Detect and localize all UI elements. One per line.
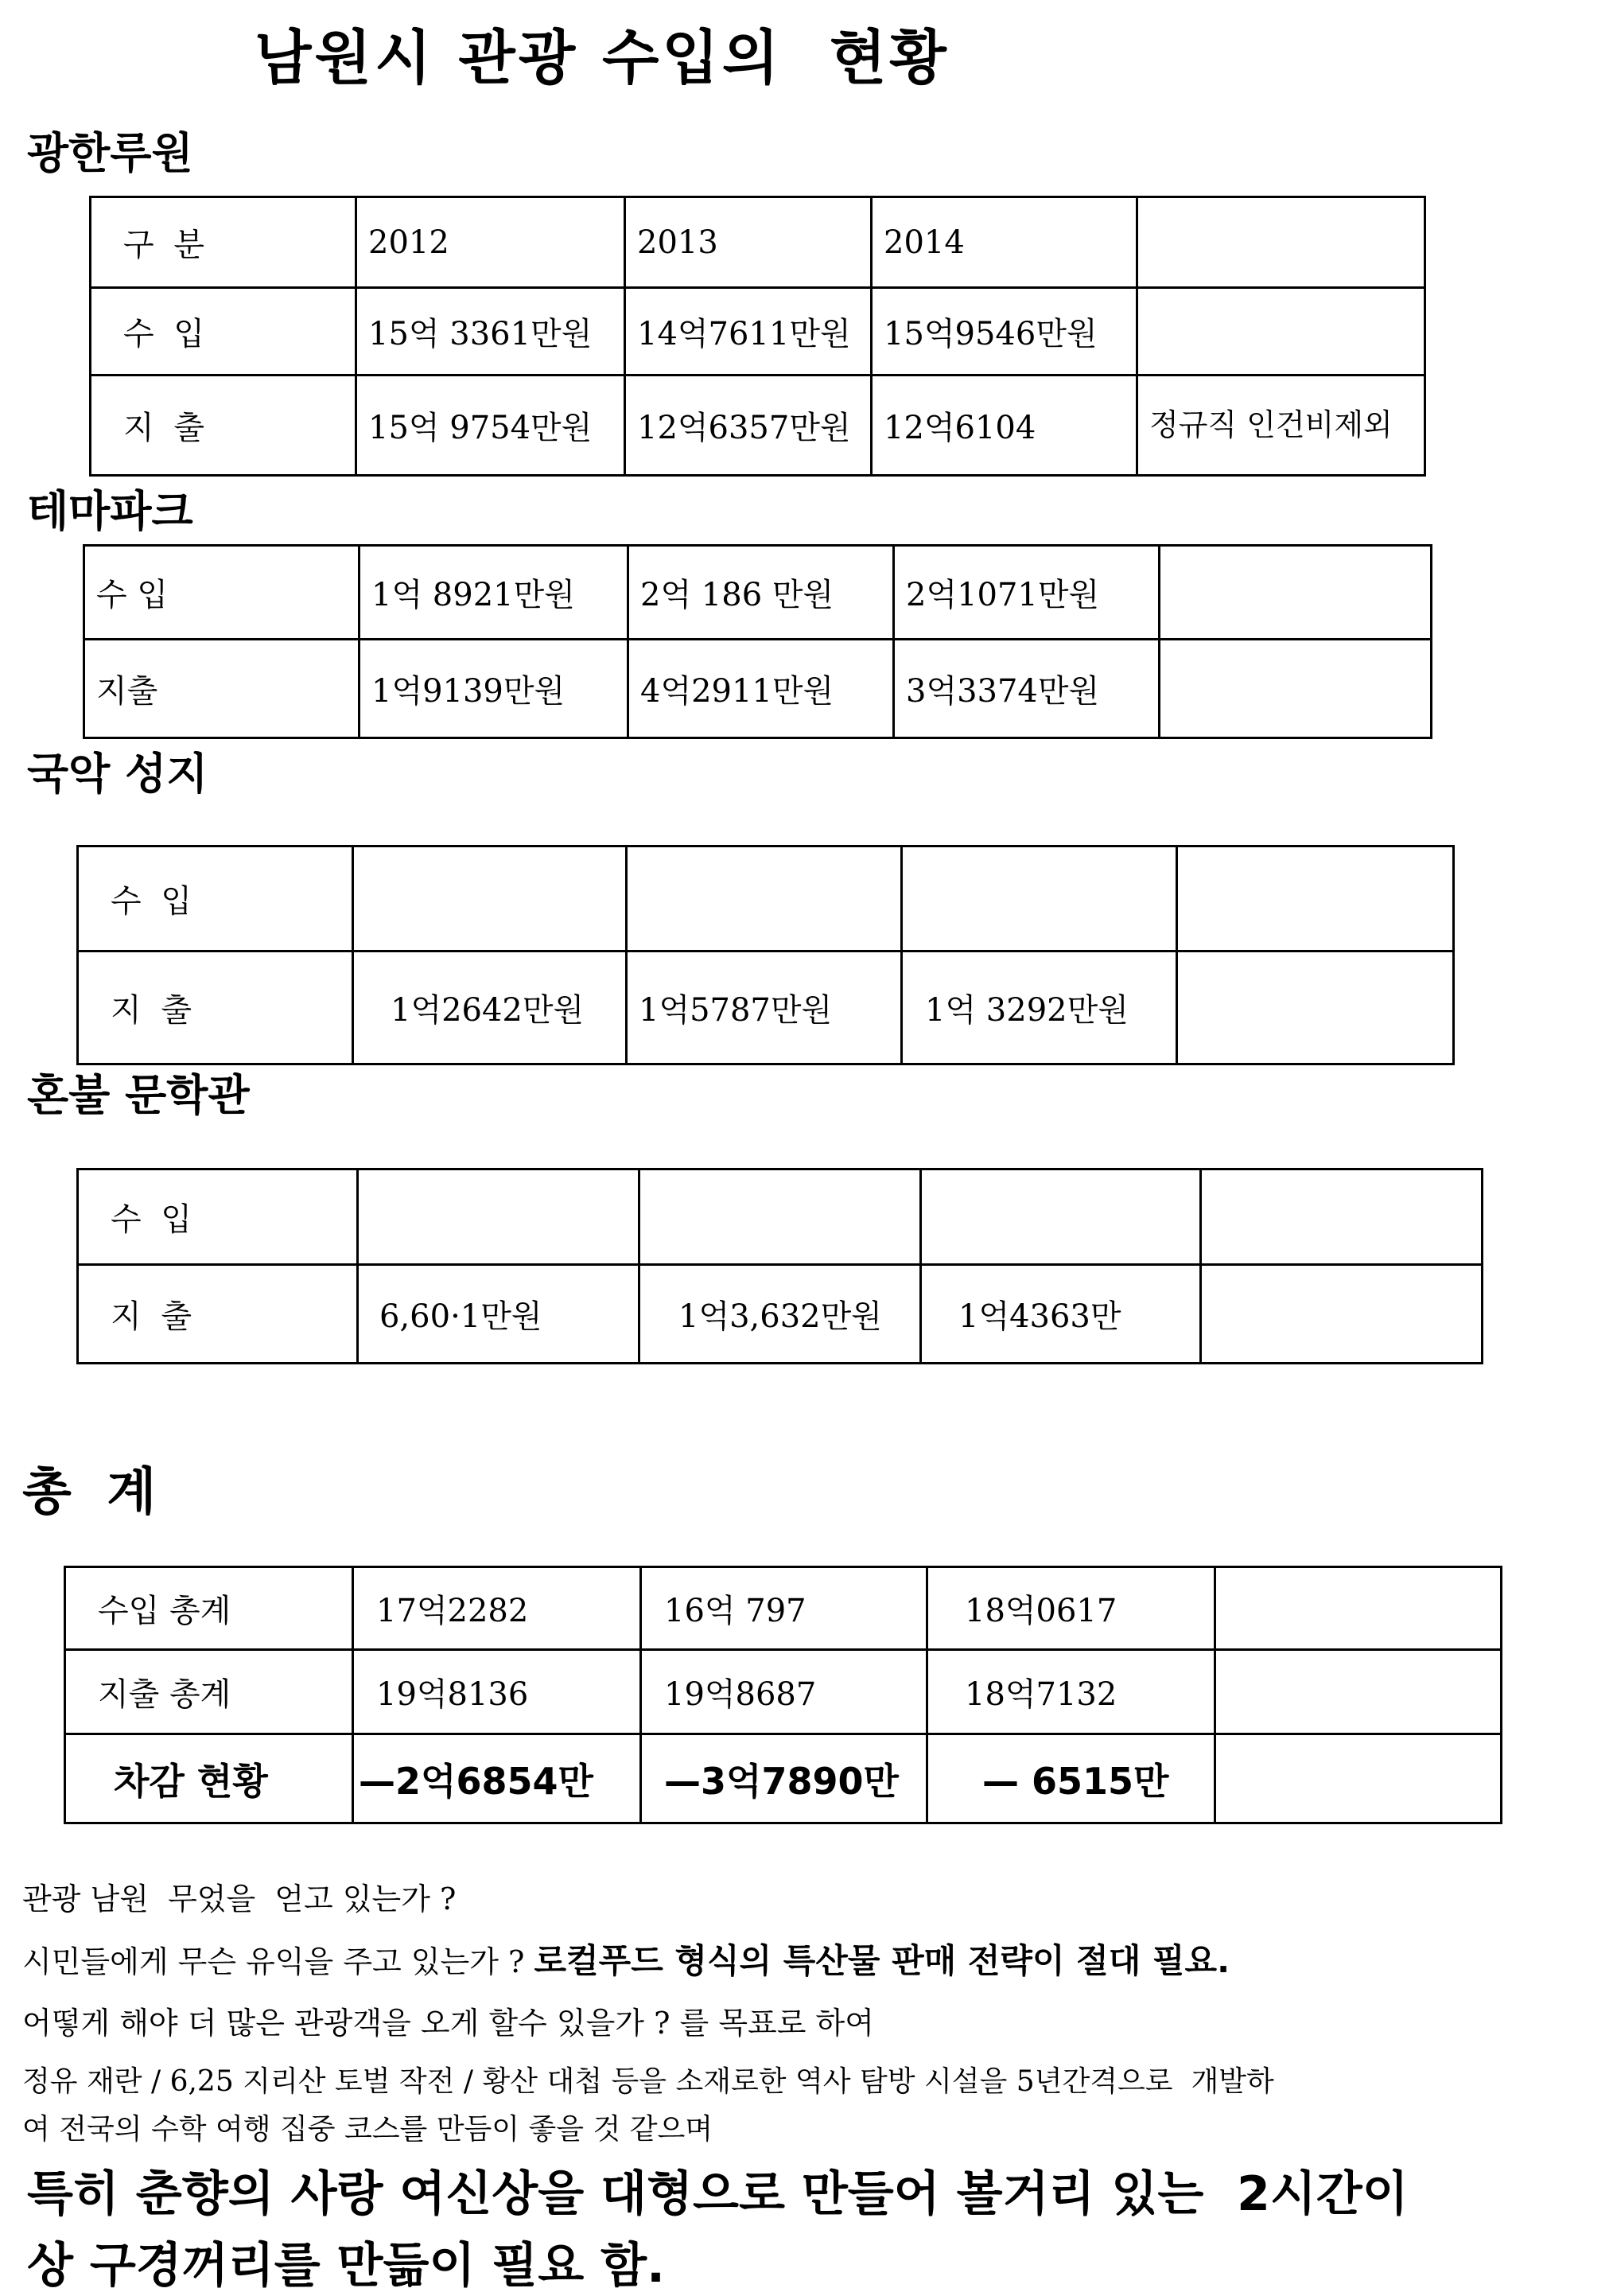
commentary-emphasis: 로컬푸드 형식의 특산물 판매 전략이 절대 필요. — [534, 1941, 1230, 1980]
value-cell: 19억8687 — [641, 1650, 927, 1734]
commentary-line: 여 전국의 수학 여행 집중 코스를 만듬이 좋을 것 같으며 — [22, 2113, 713, 2146]
commentary-highlight: 상 구경꺼리를 만듦이 필요 함. — [27, 2238, 665, 2294]
value-cell: 14억7611만원 — [625, 288, 872, 376]
value-cell: 15억 3361만원 — [356, 288, 625, 376]
note-cell — [1137, 288, 1425, 376]
note-cell — [1215, 1567, 1502, 1650]
table-row — [84, 640, 1432, 738]
table-row — [78, 1265, 1483, 1364]
table-row — [78, 1169, 1483, 1265]
value-cell — [639, 1169, 921, 1265]
row-label-cell: 수 입 — [91, 288, 356, 376]
value-cell — [353, 846, 627, 951]
value-cell: 12억6104 — [872, 376, 1137, 476]
note-cell — [1160, 640, 1432, 738]
value-cell — [627, 846, 902, 951]
value-cell: 1억 3292만원 — [902, 951, 1177, 1064]
value-cell: 1억9139만원 — [360, 640, 628, 738]
row-label-cell: 지출 — [84, 640, 360, 738]
row-label-cell: 지 출 — [91, 376, 356, 476]
commentary-line: 정유 재란 / 6,25 지리산 토벌 작전 / 황산 대첩 등을 소재로한 역사 탐방 시설을 5년간격으로 개발하 — [22, 2065, 1274, 2098]
row-label-cell: 차감 현황 — [65, 1734, 353, 1823]
table-row — [65, 1650, 1502, 1734]
value-cell: 3억3374만원 — [894, 640, 1160, 738]
commentary-line: 관광 남원 무었을 얻고 있는가 ? — [22, 1882, 457, 1917]
value-cell: 2억 186 만원 — [628, 546, 894, 640]
note-cell: 정규직 인건비제외 — [1137, 376, 1425, 476]
value-cell: 18억7132 — [927, 1650, 1215, 1734]
note-cell — [1215, 1650, 1502, 1734]
table-row — [91, 376, 1425, 476]
year-header-cell: 2013 — [625, 197, 872, 288]
totals-heading: 총 계 — [22, 1463, 157, 1522]
value-cell: 16억 797 — [641, 1567, 927, 1650]
header-label-cell: 구 분 — [91, 197, 356, 288]
table-gugak — [76, 845, 1455, 1065]
page-title: 남원시 관광 수입의 현황 — [255, 24, 950, 92]
table-row — [78, 846, 1454, 951]
note-cell — [1215, 1734, 1502, 1823]
row-label-cell: 수 입 — [84, 546, 360, 640]
value-cell: 1억5787만원 — [627, 951, 902, 1064]
value-cell: —2억6854만 — [353, 1734, 641, 1823]
note-header-cell — [1137, 197, 1425, 288]
table-themepark — [83, 544, 1432, 739]
value-cell: 15억9546만원 — [872, 288, 1137, 376]
commentary-text: 시민들에게 무슨 유익을 주고 있는가 ? — [22, 1944, 534, 1979]
section-heading-honbul: 혼불 문학관 — [27, 1070, 250, 1120]
table-gwanghallu — [89, 196, 1426, 477]
row-label-cell: 수입 총계 — [65, 1567, 353, 1650]
row-label-cell: 수 입 — [78, 1169, 358, 1265]
table-row — [78, 951, 1454, 1064]
commentary-line — [22, 1935, 1230, 1983]
value-cell: —3억7890만 — [641, 1734, 927, 1823]
commentary-highlight: 특히 춘향의 사랑 여신상을 대형으로 만들어 볼거리 있는 2시간이 — [27, 2166, 1409, 2222]
value-cell: 17억2282 — [353, 1567, 641, 1650]
row-label-cell: 수 입 — [78, 846, 353, 951]
value-cell: 1억3,632만원 — [639, 1265, 921, 1364]
section-heading-themepark: 테마파크 — [27, 486, 193, 536]
value-cell: 18억0617 — [927, 1567, 1215, 1650]
value-cell: — 6515만 — [927, 1734, 1215, 1823]
section-heading-gugak: 국악 성지 — [27, 749, 208, 799]
value-cell: 19억8136 — [353, 1650, 641, 1734]
note-cell — [1160, 546, 1432, 640]
value-cell: 15억 9754만원 — [356, 376, 625, 476]
note-cell — [1177, 951, 1454, 1064]
value-cell: 4억2911만원 — [628, 640, 894, 738]
row-label-cell: 지출 총계 — [65, 1650, 353, 1734]
commentary-line: 어떻게 해야 더 많은 관광객을 오게 할수 있을가 ? 를 목표로 하여 — [22, 2006, 874, 2041]
row-label-cell: 지 출 — [78, 951, 353, 1064]
note-cell — [1177, 846, 1454, 951]
table-totals — [64, 1566, 1502, 1824]
section-heading-gwanghallu: 광한루원 — [27, 128, 193, 178]
table-row — [91, 288, 1425, 376]
table-header-row — [91, 197, 1425, 288]
year-header-cell: 2014 — [872, 197, 1137, 288]
value-cell — [902, 846, 1177, 951]
value-cell — [921, 1169, 1201, 1265]
value-cell: 1억2642만원 — [353, 951, 627, 1064]
row-label-cell: 지 출 — [78, 1265, 358, 1364]
note-cell — [1201, 1265, 1483, 1364]
value-cell: 12억6357만원 — [625, 376, 872, 476]
table-honbul — [76, 1168, 1483, 1364]
value-cell: 1억 8921만원 — [360, 546, 628, 640]
value-cell: 2억1071만원 — [894, 546, 1160, 640]
table-row — [65, 1567, 1502, 1650]
table-row — [84, 546, 1432, 640]
note-cell — [1201, 1169, 1483, 1265]
table-row-balance — [65, 1734, 1502, 1823]
year-header-cell: 2012 — [356, 197, 625, 288]
value-cell: 1억4363만 — [921, 1265, 1201, 1364]
value-cell — [358, 1169, 639, 1265]
value-cell: 6,60·1만원 — [358, 1265, 639, 1364]
